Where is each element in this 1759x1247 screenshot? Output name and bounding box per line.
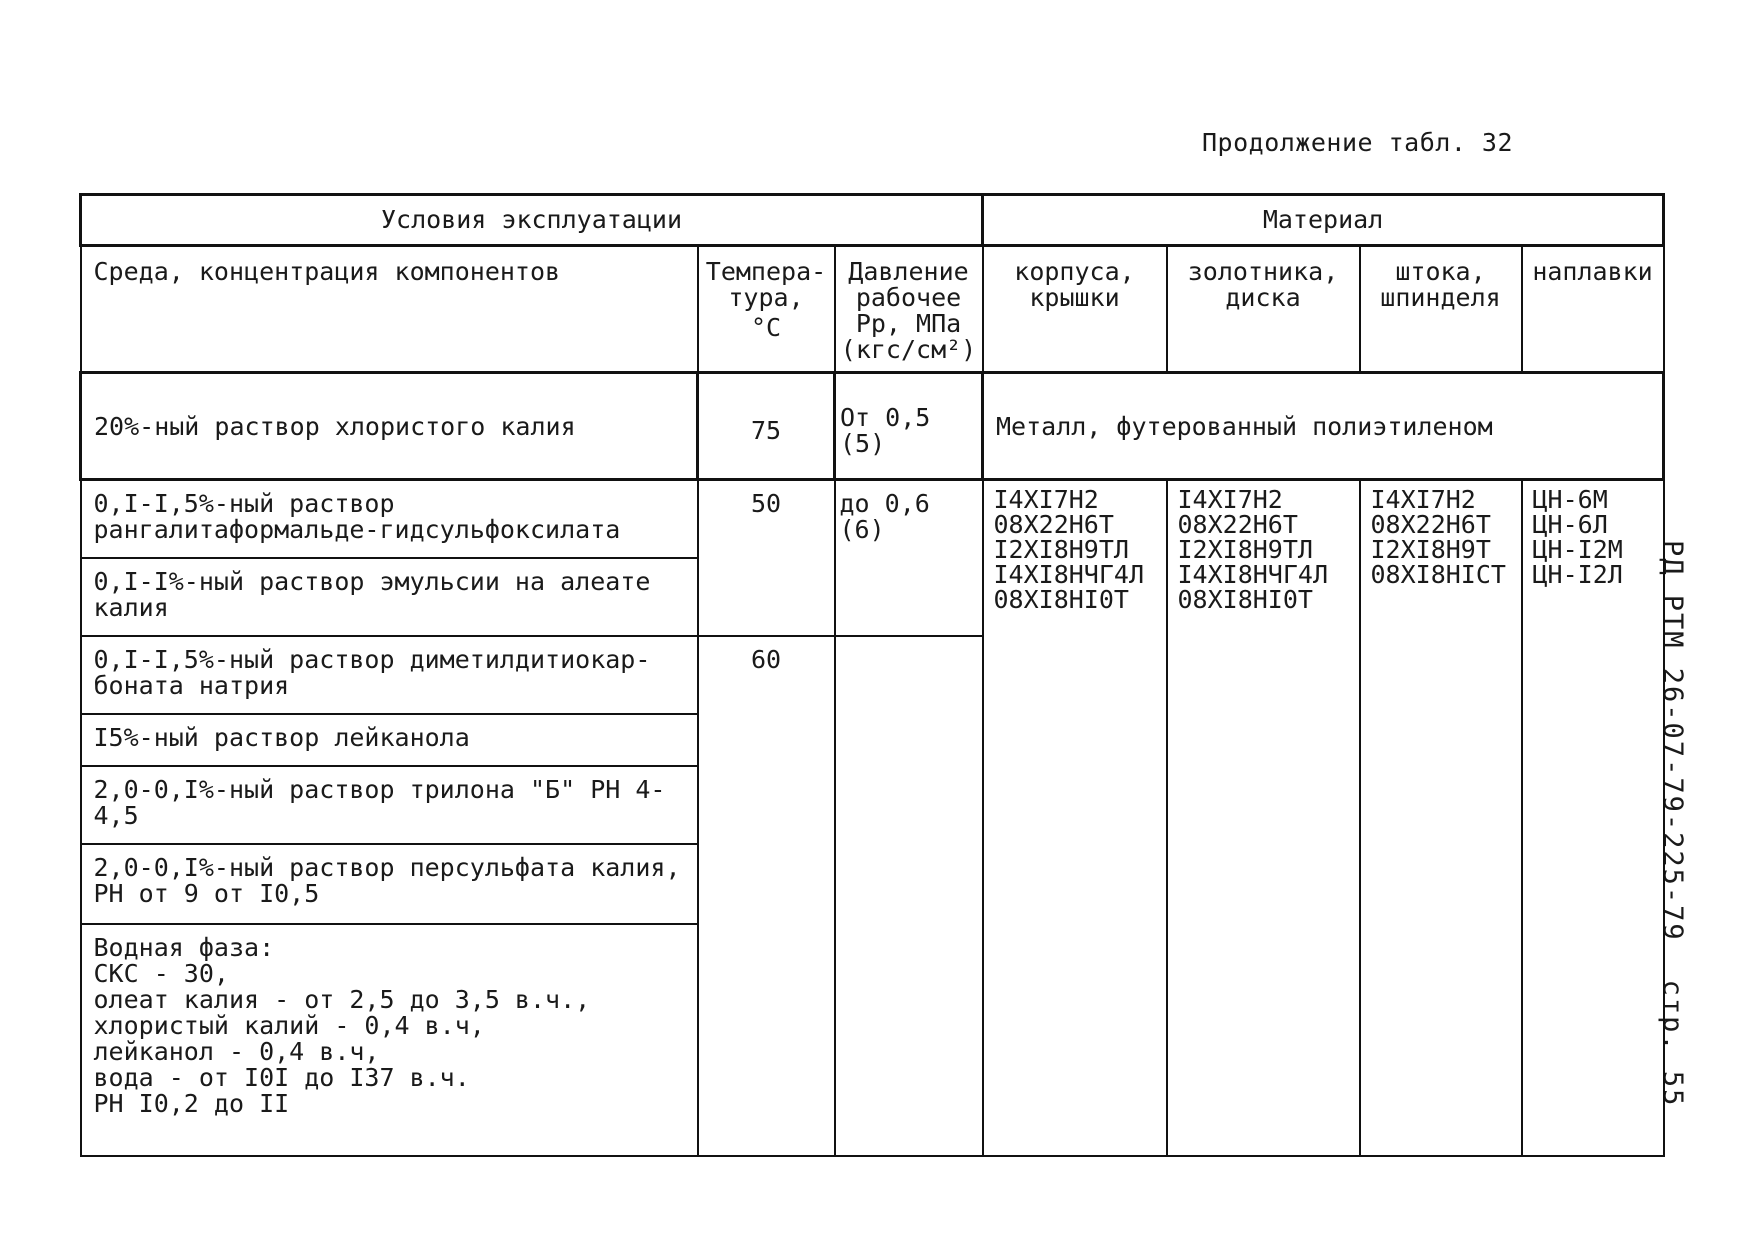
header-conditions: Условия эксплуатации [81,195,983,246]
medium-cell: 2,0-0,I%-ный раствор трилона "Б" РН 4-4,5 [81,766,698,844]
steel-grade: 08X22H6T [1177,510,1298,539]
header-spool-material: золотника, диска [1167,246,1360,373]
overlay-grade: ЦН-6Л [1532,510,1608,539]
steel-grade: 08XI8HI0T [993,585,1129,614]
document-number: РД РТМ 26-07-79-225-79 [1657,540,1688,942]
header-medium: Среда, концентрация компонентов [81,246,698,373]
header-stem-material: штока, шпинделя [1360,246,1522,373]
header-temperature-unit: °C [750,313,782,342]
medium-cell: 0,I-I,5%-ный раствор диметилдитиокар-боната натрия [81,636,698,714]
header-pressure: Давление рабочее Рр, МПа (кгс/см²) [835,246,983,373]
stem-material-list [1360,480,1522,1157]
body-material-list [983,480,1167,1157]
steel-grade: 08X22H6T [993,510,1114,539]
medium-cell: Водная фаза: СКС - 30, олеат калия - от 2,5 до 3,5 в.ч., хлористый калий - 0,4 в.ч, лейканол - 0,4 в.ч, вода - от I0I до I37 в.ч. РН I0,2 до II [81,924,698,1156]
pressure-cell-empty [835,636,983,1156]
steel-grade: 08XI8HI0T [1177,585,1313,614]
overlay-grade: ЦН-6М [1532,485,1608,514]
steel-grade: I4XI7H2 [1370,485,1476,514]
steel-grade: I4XI8HЧГ4Л [993,560,1145,589]
page-number: стр. 55 [1657,979,1688,1108]
header-body-material: корпуса, крышки [983,246,1167,373]
overlay-material-list [1522,480,1664,1157]
medium-cell: 0,I-I,5%-ный раствор рангалитаформальде-гидсульфоксилата [81,480,698,559]
temperature-cell: 60 [698,636,835,1156]
medium-cell: 0,I-I%-ный раствор эмульсии на алеате калия [81,558,698,636]
steel-grade: I4XI7H2 [993,485,1099,514]
medium-cell: I5%-ный раствор лейканола [81,714,698,766]
steel-grade: I4XI8HЧГ4Л [1177,560,1329,589]
steel-grade: I2XI8H9TЛ [993,535,1129,564]
medium-cell: 2,0-0,I%-ный раствор персульфата калия, РН от 9 от I0,5 [81,844,698,924]
overlay-grade: ЦН-I2М [1532,535,1623,564]
steel-grade: 08X22H6T [1370,510,1491,539]
header-overlay-material: наплавки [1522,246,1664,373]
pressure-cell: до 0,6 (6) [835,480,983,637]
overlay-grade: ЦН-I2Л [1532,560,1623,589]
steel-grade: 08XI8HICT [1370,560,1506,589]
lined-metal-material: Металл, футерованный полиэтиленом [983,373,1664,480]
header-material: Материал [983,195,1664,246]
medium-cell: 20%-ный раствор хлористого калия [81,373,698,480]
steel-grade: I2XI8H9T [1370,535,1491,564]
table-continuation-caption: Продолжение табл. 32 [1202,128,1514,157]
pressure-cell: От 0,5 (5) [835,373,983,480]
steel-grade: I4XI7H2 [1177,485,1283,514]
materials-table [79,193,1665,1157]
header-temperature [698,246,835,373]
header-temperature-label: Темпера-тура, [705,257,827,312]
temperature-cell: 50 [698,480,835,637]
temperature-cell: 75 [698,373,835,480]
spool-material-list [1167,480,1360,1157]
steel-grade: I2XI8H9TЛ [1177,535,1313,564]
